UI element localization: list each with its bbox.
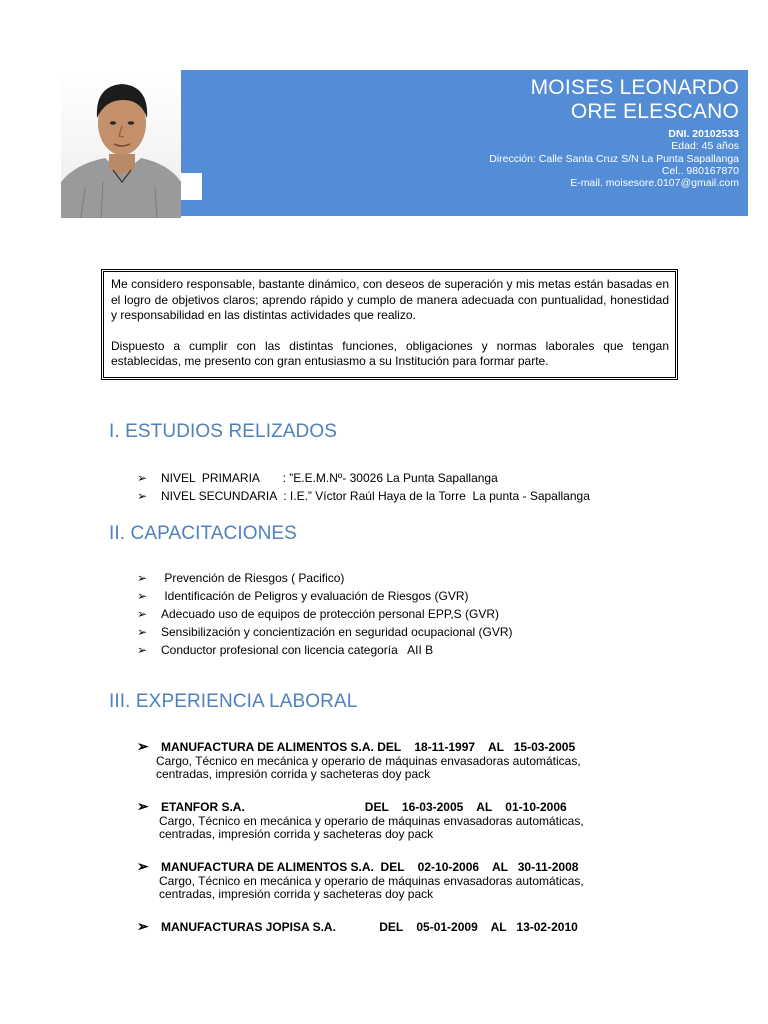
list-item-text: NIVEL SECUNDARIA : I.E.” Víctor Raúl Haya de la Torre La punta - Sapallanga: [161, 489, 590, 503]
list-item: [137, 487, 590, 505]
list-item: [137, 605, 513, 623]
job-heading-text: MANUFACTURAS JOPISA S.A. DEL 05-01-2009 AL 13-02-2010: [161, 920, 578, 934]
job-heading: [137, 799, 637, 815]
header-contact: [489, 76, 739, 189]
list-item: [137, 469, 590, 487]
list-item: [137, 587, 513, 605]
dni: DNI. 20102533: [668, 128, 739, 140]
job-entry: [137, 919, 637, 935]
job-heading: [137, 739, 637, 755]
section-title-capacitaciones: II. CAPACITACIONES: [109, 523, 297, 544]
job-description: centradas, impresión corrida y sacheteras doy pack: [159, 887, 434, 901]
arrow-bullet-icon: ➢: [137, 625, 148, 639]
arrow-bullet-icon: ➢: [137, 489, 148, 503]
arrow-bullet-icon: ➢: [137, 798, 149, 814]
phone: Cel.. 980167870: [661, 164, 739, 177]
list-item-text: Identificación de Peligros y evaluación de Riesgos (GVR): [161, 589, 469, 603]
list-item: [137, 641, 513, 659]
job-heading-text: MANUFACTURA DE ALIMENTOS S.A. DEL 02-10-2006 AL 30-11-2008: [161, 860, 579, 874]
email: E-mail. moisesore.0107@gmail.com: [570, 177, 739, 190]
name-line-2: ORE ELESCANO: [570, 100, 739, 123]
decorative-square: [181, 173, 202, 200]
job-heading-text: MANUFACTURA DE ALIMENTOS S.A. DEL 18-11-1997 AL 15-03-2005: [161, 740, 576, 754]
list-item-text: Conductor profesional con licencia categoría AII B: [161, 643, 434, 657]
list-item-text: Adecuado uso de equipos de protección personal EPP,S (GVR): [161, 607, 499, 621]
list-item-text: NIVEL PRIMARIA : ”E.E.M.Nº- 30026 La Punta Sapallanga: [161, 471, 498, 485]
job-heading: [137, 859, 637, 875]
list-item-text: Prevención de Riesgos ( Pacifico): [161, 571, 345, 585]
arrow-bullet-icon: ➢: [137, 643, 148, 657]
arrow-bullet-icon: ➢: [137, 858, 149, 874]
list-item: [137, 623, 513, 641]
list-item-text: Sensibilización y concientización en seguridad ocupacional (GVR): [161, 625, 513, 639]
job-heading: [137, 919, 637, 935]
section-title-experiencia: III. EXPERIENCIA LABORAL: [109, 691, 358, 712]
profile-summary: [101, 269, 678, 380]
capacitaciones-list: [137, 569, 513, 659]
name-line-1: MOISES LEONARDO: [530, 76, 739, 99]
estudios-list: [137, 469, 590, 505]
address: Dirección: Calle Santa Cruz S/N La Punta Sapallanga: [489, 152, 739, 165]
summary-paragraph-2: Dispuesto a cumplir con las distintas funciones, obligaciones y normas laborales que tengan establecidas, me presento con gran entusiasmo a su Institución para formar parte.: [111, 338, 669, 369]
arrow-bullet-icon: ➢: [137, 589, 148, 603]
arrow-bullet-icon: ➢: [137, 738, 149, 754]
section-title-estudios: I. ESTUDIOS RELIZADOS: [109, 421, 338, 442]
job-heading-text: ETANFOR S.A. DEL 16-03-2005 AL 01-10-2006: [161, 800, 567, 814]
job-entry: [137, 799, 637, 841]
arrow-bullet-icon: ➢: [137, 918, 149, 934]
job-description: centradas, impresión corrida y sacheteras doy pack: [156, 767, 431, 781]
job-entry: [137, 859, 637, 901]
arrow-bullet-icon: ➢: [137, 471, 148, 485]
list-item: [137, 569, 513, 587]
job-description: Cargo, Técnico en mecánica y operario de máquinas envasadoras automáticas,: [156, 754, 581, 768]
job-entry: [137, 739, 637, 781]
profile-photo: [61, 70, 181, 218]
job-description: centradas, impresión corrida y sacheteras doy pack: [159, 827, 434, 841]
job-description: Cargo, Técnico en mecánica y operario de máquinas envasadoras automáticas,: [159, 874, 584, 888]
arrow-bullet-icon: ➢: [137, 571, 148, 585]
summary-paragraph-1: Me considero responsable, bastante dinámico, con deseos de superación y mis metas están basadas en el logro de objetivos claros; aprendo rápido y cumplo de manera adecuada con puntualidad, honestidad y responsabilidad en las distintas actividades que realizo.: [111, 277, 669, 323]
age: Edad: 45 años: [671, 140, 739, 153]
job-description: Cargo, Técnico en mecánica y operario de máquinas envasadoras automáticas,: [159, 814, 584, 828]
arrow-bullet-icon: ➢: [137, 607, 148, 621]
